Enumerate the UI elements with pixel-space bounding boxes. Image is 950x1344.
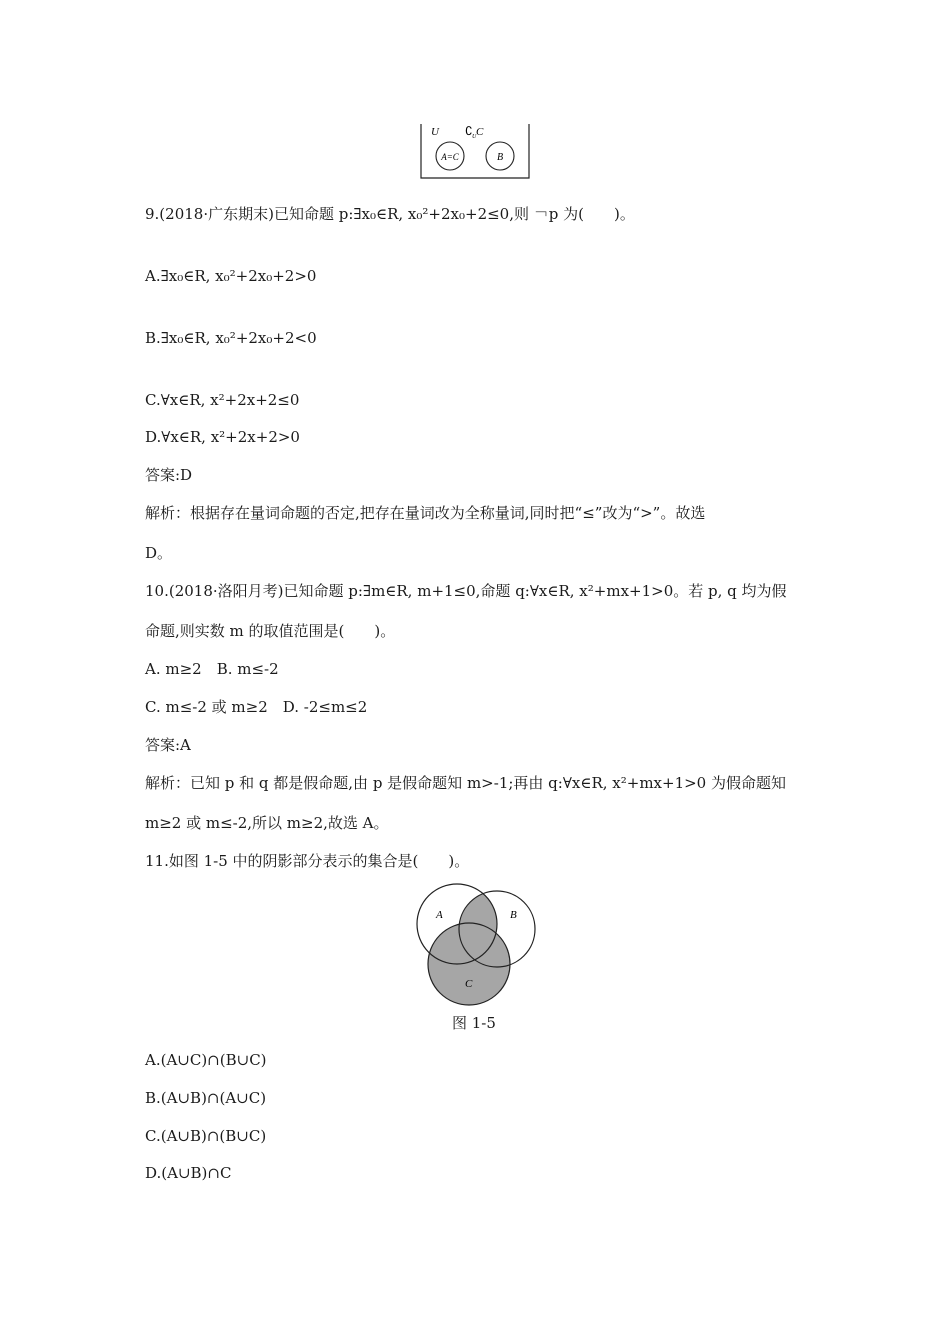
q10-options-cd: C. m≤-2 或 m≥2 D. -2≤m≤2	[145, 698, 368, 716]
label-u: U	[431, 126, 439, 138]
q9-option-d: D.∀x∈R, x²+2x+2>0	[145, 428, 300, 446]
q9-analysis-line-1: 解析：根据存在量词命题的否定,把存在量词改为全称量词,同时把“≤”改为“>”。故选	[145, 504, 706, 522]
q10-options-ab: A. m≥2 B. m≤-2	[145, 660, 279, 678]
q9-option-c: C.∀x∈R, x²+2x+2≤0	[145, 391, 300, 409]
q11-option-b: B.(A∪B)∩(A∪C)	[145, 1089, 267, 1107]
venn-label-a: A	[436, 909, 443, 921]
q10-stem-line-2: 命题,则实数 m 的取值范围是( )。	[145, 622, 396, 640]
venn-label-c: C	[465, 978, 473, 990]
label-c: C	[476, 126, 484, 138]
venn-figure-top	[420, 120, 532, 182]
venn-figure-top-svg	[420, 120, 532, 182]
q9-answer: 答案:D	[145, 466, 193, 484]
q10-analysis-line-1: 解析：已知 p 和 q 都是假命题,由 p 是假命题知 m>-1;再由 q:∀x∈R, x²+mx+1>0 为假命题知	[145, 774, 786, 792]
venn-label-b: B	[510, 909, 517, 921]
q9-analysis-line-2: D。	[145, 544, 173, 562]
q9-option-a: A.∃x₀∈R, x₀²+2x₀+2>0	[145, 267, 317, 285]
label-complement-sub: U	[472, 134, 477, 140]
q10-analysis-line-2: m≥2 或 m≤-2,所以 m≥2,故选 A。	[145, 814, 389, 832]
venn-diagram-svg	[410, 880, 540, 1010]
label-complement: ∁	[465, 124, 473, 138]
q9-option-b: B.∃x₀∈R, x₀²+2x₀+2<0	[145, 329, 317, 347]
q10-answer: 答案:A	[145, 736, 191, 754]
q9-stem: 9.(2018·广东期末)已知命题 p:∃x₀∈R, x₀²+2x₀+2≤0,则 ￢p 为( )。	[145, 205, 635, 223]
q11-option-a: A.(A∪C)∩(B∪C)	[145, 1051, 267, 1069]
label-b: B	[496, 152, 504, 163]
q11-option-c: C.(A∪B)∩(B∪C)	[145, 1127, 267, 1145]
q11-stem: 11.如图 1-5 中的阴影部分表示的集合是( )。	[145, 852, 470, 870]
label-a-equals-c: A=C	[441, 152, 459, 162]
venn-figure-1-5	[410, 880, 540, 1010]
q10-stem-line-1: 10.(2018·洛阳月考)已知命题 p:∃m∈R, m+1≤0,命题 q:∀x∈R, x²+mx+1>0。若 p, q 均为假	[145, 582, 787, 600]
figure-caption: 图 1-5	[452, 1014, 496, 1032]
q11-option-d: D.(A∪B)∩C	[145, 1164, 232, 1182]
